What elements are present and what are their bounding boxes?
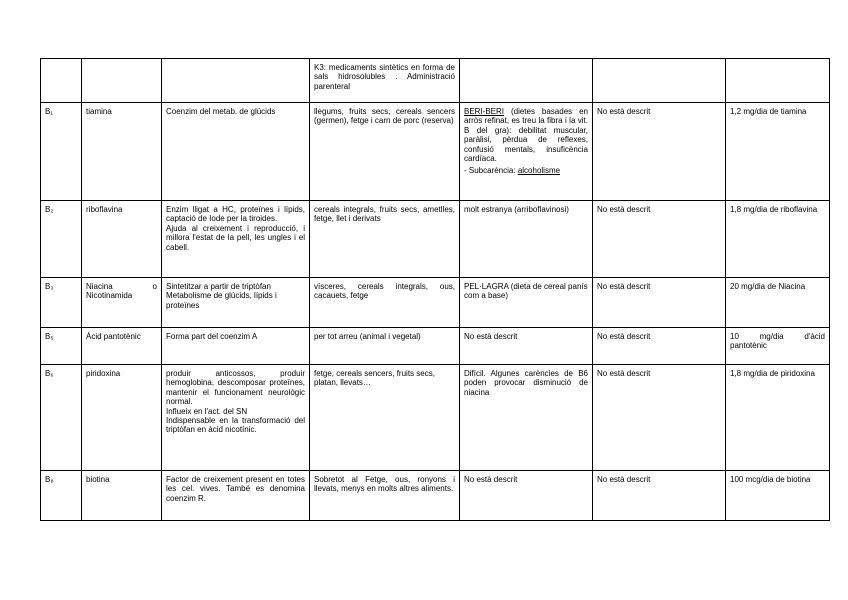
deficiency-cell: molt estranya (arriboflavinosi) (460, 201, 593, 278)
deficiency-cell: PEL·LAGRA (dieta de cereal panís com a base) (460, 278, 593, 328)
vitamin-code-cell: B₈ (41, 471, 82, 521)
dose-cell: 1,2 mg/dia de tiamina (726, 103, 830, 201)
function-cell (162, 59, 310, 103)
sources-cell: K3: medicaments sintètics en forma de sals hidrosolubles . Administració parenteral (310, 59, 460, 103)
vitamin-code-cell: B₆ (41, 365, 82, 471)
subdeficiency-line: - Subcarència: alcoholisme (464, 166, 561, 176)
vitamins-table (40, 58, 830, 521)
beriberi-label: BERI-BERI (464, 107, 505, 116)
table-row (41, 59, 830, 103)
dose-cell (726, 59, 830, 103)
deficiency-cell (460, 103, 593, 201)
dose-cell: 10 mg/dia d'àcid pantotènic (726, 328, 830, 365)
vitamin-name-cell: biotina (82, 471, 162, 521)
vitamin-name-cell: Àcid pantotènic (82, 328, 162, 365)
sources-cell: vísceres, cereals integrals, ous, cacauets, fetge (310, 278, 460, 328)
function-cell: Sintetitzar a partir de triptòfan Metabolisme de glúcids, lípids i proteïnes (162, 278, 310, 328)
sources-cell: fetge, cereals sencers, fruits secs, platan, llevats… (310, 365, 460, 471)
sources-cell: llegums, fruits secs, cereals sencers (germen), fetge i carn de porc (reserva) (310, 103, 460, 201)
deficiency-cell: No està descrit (460, 471, 593, 521)
function-cell: Factor de creixement present en totes les cel. vives. També es denomina coenzim R. (162, 471, 310, 521)
dose-cell: 1,8 mg/dia de riboflavina (726, 201, 830, 278)
excess-cell: No està descrit (593, 328, 726, 365)
table-row (41, 328, 830, 365)
excess-cell: No està descrit (593, 278, 726, 328)
function-cell: produir anticossos, produir hemoglobina, descomposar proteïnes, mantenir el funcionament neurològic normal. Influeix en l'act. del SN Indispensable en la transformació del triptòfan en àcid nicotínic. (162, 365, 310, 471)
sources-cell: cereals integrals, fruits secs, ametlles, fetge, llet i derivats (310, 201, 460, 278)
table-row (41, 365, 830, 471)
vitamin-code-cell: B₅ (41, 328, 82, 365)
vitamin-name-cell (82, 59, 162, 103)
vitamin-code-cell: B₁ (41, 103, 82, 201)
table-row (41, 201, 830, 278)
dose-cell: 1,8 mg/dia de piridoxina (726, 365, 830, 471)
vitamin-name-cell: riboflavina (82, 201, 162, 278)
deficiency-cell: No està descrit (460, 328, 593, 365)
function-cell: Forma part del coenzim A (162, 328, 310, 365)
dose-cell: 100 mcg/dia de biotina (726, 471, 830, 521)
vitamin-code-cell: B₂ (41, 201, 82, 278)
deficiency-cell (460, 59, 593, 103)
excess-cell: No està descrit (593, 201, 726, 278)
excess-cell (593, 59, 726, 103)
vitamin-code-cell (41, 59, 82, 103)
vitamin-name-cell: tiamina (82, 103, 162, 201)
excess-cell: No està descrit (593, 471, 726, 521)
vitamin-name-cell: Niacina o Nicotinamida (82, 278, 162, 328)
excess-cell: No està descrit (593, 103, 726, 201)
subdeficiency-value: alcoholisme (517, 166, 561, 176)
sources-cell: Sobretot al Fetge, ous, ronyons i llevats, menys en molts altres aliments. (310, 471, 460, 521)
table-row (41, 278, 830, 328)
deficiency-cell: Difícil. Algunes carències de B6 poden provocar disminució de niacina (460, 365, 593, 471)
dose-cell: 20 mg/dia de Niacina (726, 278, 830, 328)
function-cell: Coenzim del metab. de glúcids (162, 103, 310, 201)
excess-cell: No està descrit (593, 365, 726, 471)
table-row (41, 471, 830, 521)
vitamin-code-cell: B₃ (41, 278, 82, 328)
vitamin-name-cell: piridoxina (82, 365, 162, 471)
deficiency-text: (dietes basades en arròs refinat, es treu la fibra i la vit. B del gra): debilitat muscular, paràlisi, pèrdua de reflexes, confusió mentals, insuficència cardíaca. (464, 107, 588, 164)
sources-cell: per tot arreu (animal i vegetal) (310, 328, 460, 365)
function-cell: Enzim lligat a HC, proteïnes i lípids, captació de Iode per la tiroides. Ajuda al creixement i reproducció, i millora l'estat de la pell, les ungles i el cabell. (162, 201, 310, 278)
table-row (41, 103, 830, 201)
